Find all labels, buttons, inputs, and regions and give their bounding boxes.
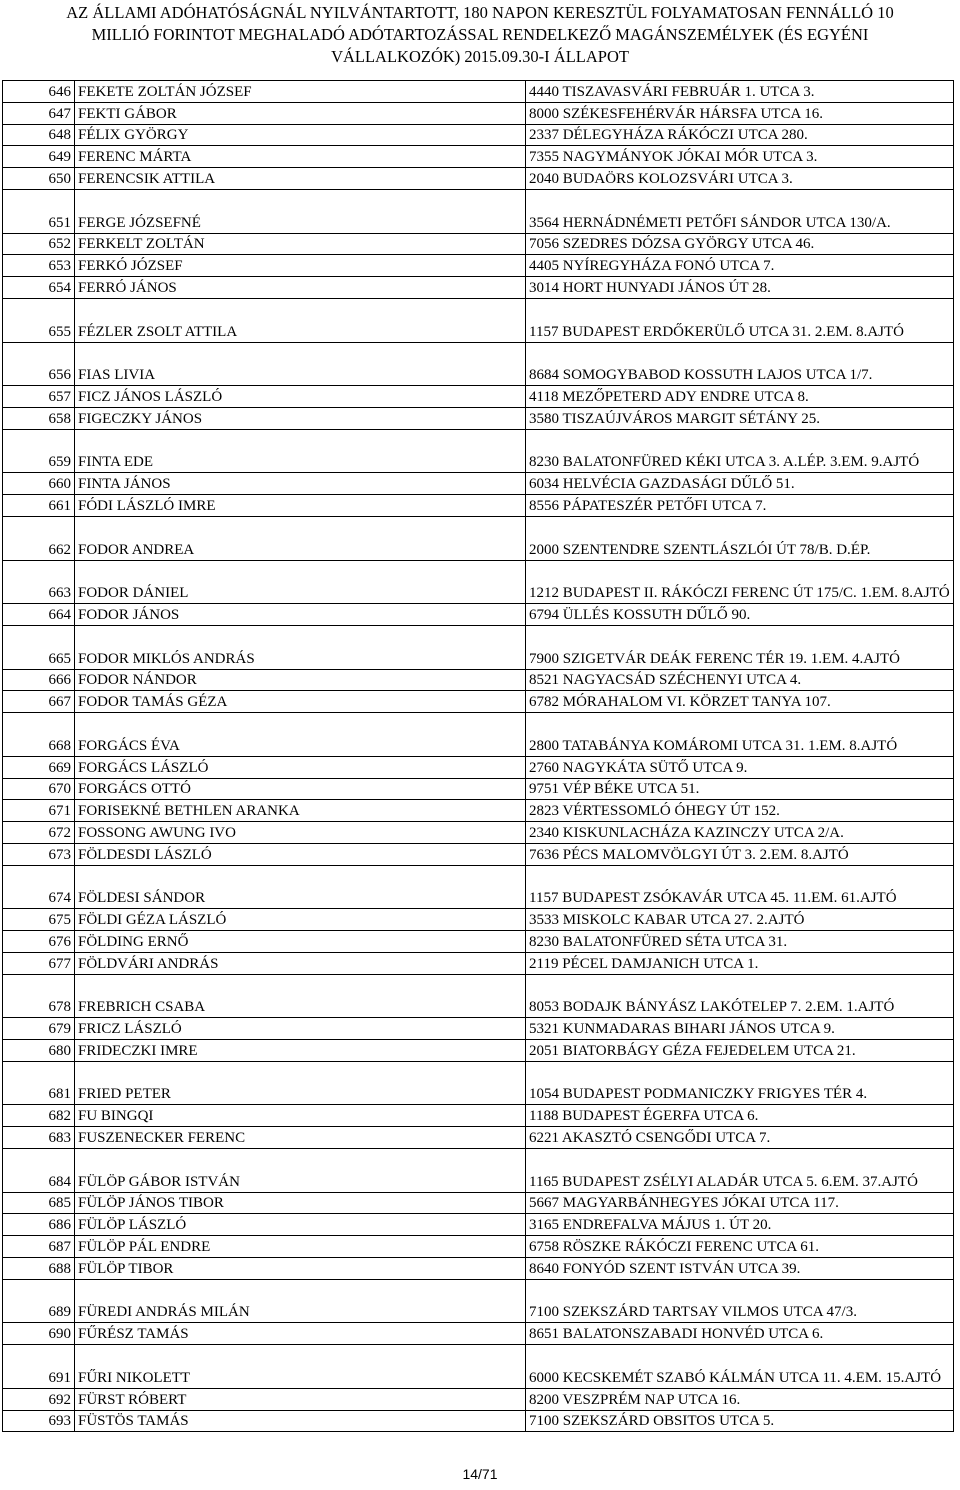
person-address: 6758 RÖSZKE RÁKÓCZI FERENC UTCA 61. — [526, 1236, 954, 1258]
person-name: FERRÓ JÁNOS — [75, 277, 526, 299]
header-line-2: MILLIÓ FORINTOT MEGHALADÓ ADÓTARTOZÁSSAL RENDELKEZŐ MAGÁNSZEMÉLYEK (ÉS EGYÉNI — [91, 25, 869, 44]
person-name: FÜLÖP TIBOR — [75, 1258, 526, 1280]
row-number: 686 — [3, 1214, 75, 1236]
person-address: 7100 SZEKSZÁRD OBSITOS UTCA 5. — [526, 1410, 954, 1432]
person-name: FORGÁCS LÁSZLÓ — [75, 756, 526, 778]
person-address: 1157 BUDAPEST ERDŐKERÜLŐ UTCA 31. 2.EM. 8.AJTÓ — [526, 298, 954, 342]
header-line-3: VÁLLALKOZÓK) 2015.09.30-I ÁLLAPOT — [331, 47, 629, 66]
page-number: 14/71 — [462, 1466, 498, 1482]
person-name: FORGÁCS ÉVA — [75, 713, 526, 757]
person-address: 8521 NAGYACSÁD SZÉCHENYI UTCA 4. — [526, 669, 954, 691]
row-number: 678 — [3, 974, 75, 1018]
table-row — [3, 1192, 954, 1214]
table-row — [3, 756, 954, 778]
row-number: 671 — [3, 800, 75, 822]
person-name: FICZ JÁNOS LÁSZLÓ — [75, 386, 526, 408]
person-address: 8200 VESZPRÉM NAP UTCA 16. — [526, 1388, 954, 1410]
person-name: FÖLDESI SÁNDOR — [75, 865, 526, 909]
row-number: 662 — [3, 516, 75, 560]
table-row — [3, 255, 954, 277]
row-number: 646 — [3, 81, 75, 103]
person-name: FEKETE ZOLTÁN JÓZSEF — [75, 81, 526, 103]
person-name: FODOR DÁNIEL — [75, 560, 526, 604]
person-name: FODOR TAMÁS GÉZA — [75, 691, 526, 713]
person-name: FRICZ LÁSZLÓ — [75, 1018, 526, 1040]
row-number: 649 — [3, 146, 75, 168]
person-name: FERENCSIK ATTILA — [75, 168, 526, 190]
table-row — [3, 713, 954, 757]
row-number: 665 — [3, 625, 75, 669]
person-name: FÜREDI ANDRÁS MILÁN — [75, 1279, 526, 1323]
person-address: 1212 BUDAPEST II. RÁKÓCZI FERENC ÚT 175/C. 1.EM. 8.AJTÓ — [526, 560, 954, 604]
table-row — [3, 1388, 954, 1410]
person-address: 7355 NAGYMÁNYOK JÓKAI MÓR UTCA 3. — [526, 146, 954, 168]
person-address: 2760 NAGYKÁTA SÜTŐ UTCA 9. — [526, 756, 954, 778]
person-address: 8556 PÁPATESZÉR PETŐFI UTCA 7. — [526, 495, 954, 517]
row-number: 654 — [3, 277, 75, 299]
table-row — [3, 1040, 954, 1062]
person-name: FÉZLER ZSOLT ATTILA — [75, 298, 526, 342]
person-address: 2119 PÉCEL DAMJANICH UTCA 1. — [526, 952, 954, 974]
table-row — [3, 931, 954, 953]
row-number: 670 — [3, 778, 75, 800]
person-address: 7100 SZEKSZÁRD TARTSAY VILMOS UTCA 47/3. — [526, 1279, 954, 1323]
person-address: 2337 DÉLEGYHÁZA RÁKÓCZI UTCA 280. — [526, 124, 954, 146]
person-name: FŰRI NIKOLETT — [75, 1345, 526, 1389]
person-name: FÜLÖP JÁNOS TIBOR — [75, 1192, 526, 1214]
person-address: 6000 KECSKEMÉT SZABÓ KÁLMÁN UTCA 11. 4.EM. 15.AJTÓ — [526, 1345, 954, 1389]
person-name: FÜLÖP LÁSZLÓ — [75, 1214, 526, 1236]
table-row — [3, 298, 954, 342]
person-address: 8053 BODAJK BÁNYÁSZ LAKÓTELEP 7. 2.EM. 1.AJTÓ — [526, 974, 954, 1018]
person-name: FODOR MIKLÓS ANDRÁS — [75, 625, 526, 669]
row-number: 681 — [3, 1061, 75, 1105]
row-number: 666 — [3, 669, 75, 691]
person-name: FERKELT ZOLTÁN — [75, 233, 526, 255]
table-row — [3, 124, 954, 146]
person-address: 8640 FONYÓD SZENT ISTVÁN UTCA 39. — [526, 1258, 954, 1280]
person-name: FEKTI GÁBOR — [75, 102, 526, 124]
row-number: 690 — [3, 1323, 75, 1345]
row-number: 660 — [3, 473, 75, 495]
table-row — [3, 429, 954, 473]
person-name: FRIED PETER — [75, 1061, 526, 1105]
row-number: 685 — [3, 1192, 75, 1214]
row-number: 657 — [3, 386, 75, 408]
row-number: 663 — [3, 560, 75, 604]
person-name: FODOR ANDREA — [75, 516, 526, 560]
row-number: 659 — [3, 429, 75, 473]
table-row — [3, 277, 954, 299]
person-address: 2800 TATABÁNYA KOMÁROMI UTCA 31. 1.EM. 8.AJTÓ — [526, 713, 954, 757]
person-address: 8230 BALATONFÜRED SÉTA UTCA 31. — [526, 931, 954, 953]
row-number: 672 — [3, 822, 75, 844]
table-row — [3, 669, 954, 691]
row-number: 647 — [3, 102, 75, 124]
row-number: 680 — [3, 1040, 75, 1062]
person-address: 4118 MEZŐPETERD ADY ENDRE UTCA 8. — [526, 386, 954, 408]
row-number: 669 — [3, 756, 75, 778]
table-row — [3, 800, 954, 822]
person-name: FÓDI LÁSZLÓ IMRE — [75, 495, 526, 517]
row-number: 692 — [3, 1388, 75, 1410]
table-row — [3, 189, 954, 233]
person-address: 4405 NYÍREGYHÁZA FONÓ UTCA 7. — [526, 255, 954, 277]
table-row — [3, 1149, 954, 1193]
row-number: 658 — [3, 407, 75, 429]
person-address: 5321 KUNMADARAS BIHARI JÁNOS UTCA 9. — [526, 1018, 954, 1040]
document-header — [0, 0, 960, 68]
person-address: 6794 ÜLLÉS KOSSUTH DŰLŐ 90. — [526, 604, 954, 626]
row-number: 684 — [3, 1149, 75, 1193]
table-row — [3, 233, 954, 255]
table-row — [3, 865, 954, 909]
table-row — [3, 1018, 954, 1040]
person-name: FERKÓ JÓZSEF — [75, 255, 526, 277]
table-row — [3, 1214, 954, 1236]
person-address: 2823 VÉRTESSOMLÓ ÓHEGY ÚT 152. — [526, 800, 954, 822]
row-number: 661 — [3, 495, 75, 517]
person-name: FŰRÉSZ TAMÁS — [75, 1323, 526, 1345]
row-number: 674 — [3, 865, 75, 909]
row-number: 668 — [3, 713, 75, 757]
row-number: 651 — [3, 189, 75, 233]
table-row — [3, 1236, 954, 1258]
table-row — [3, 407, 954, 429]
person-address: 2040 BUDAÖRS KOLOZSVÁRI UTCA 3. — [526, 168, 954, 190]
person-name: FORGÁCS OTTÓ — [75, 778, 526, 800]
person-address: 8684 SOMOGYBABOD KOSSUTH LAJOS UTCA 1/7. — [526, 342, 954, 386]
person-address: 2000 SZENTENDRE SZENTLÁSZLÓI ÚT 78/B. D.ÉP. — [526, 516, 954, 560]
row-number: 664 — [3, 604, 75, 626]
row-number: 693 — [3, 1410, 75, 1432]
person-address: 3533 MISKOLC KABAR UTCA 27. 2.AJTÓ — [526, 909, 954, 931]
table-row — [3, 909, 954, 931]
person-name: FORISEKNÉ BETHLEN ARANKA — [75, 800, 526, 822]
person-address: 3165 ENDREFALVA MÁJUS 1. ÚT 20. — [526, 1214, 954, 1236]
row-number: 687 — [3, 1236, 75, 1258]
row-number: 656 — [3, 342, 75, 386]
person-name: FÜRST RÓBERT — [75, 1388, 526, 1410]
row-number: 650 — [3, 168, 75, 190]
person-name: FREBRICH CSABA — [75, 974, 526, 1018]
table-row — [3, 386, 954, 408]
table-row — [3, 604, 954, 626]
row-number: 679 — [3, 1018, 75, 1040]
person-address: 5667 MAGYARBÁNHEGYES JÓKAI UTCA 117. — [526, 1192, 954, 1214]
person-address: 8651 BALATONSZABADI HONVÉD UTCA 6. — [526, 1323, 954, 1345]
row-number: 682 — [3, 1105, 75, 1127]
row-number: 677 — [3, 952, 75, 974]
table-row — [3, 1127, 954, 1149]
row-number: 667 — [3, 691, 75, 713]
person-name: FRIDECZKI IMRE — [75, 1040, 526, 1062]
person-address: 2340 KISKUNLACHÁZA KAZINCZY UTCA 2/A. — [526, 822, 954, 844]
person-address: 7056 SZEDRES DÓZSA GYÖRGY UTCA 46. — [526, 233, 954, 255]
person-name: FÖLDING ERNŐ — [75, 931, 526, 953]
table-row — [3, 952, 954, 974]
row-number: 655 — [3, 298, 75, 342]
table-row — [3, 495, 954, 517]
table-row — [3, 1105, 954, 1127]
person-name: FERGE JÓZSEFNÉ — [75, 189, 526, 233]
person-name: FIAS LIVIA — [75, 342, 526, 386]
debtor-table — [2, 80, 954, 1432]
row-number: 675 — [3, 909, 75, 931]
person-address: 8000 SZÉKESFEHÉRVÁR HÁRSFA UTCA 16. — [526, 102, 954, 124]
table-row — [3, 974, 954, 1018]
person-name: FINTA JÁNOS — [75, 473, 526, 495]
row-number: 648 — [3, 124, 75, 146]
table-row — [3, 1279, 954, 1323]
table-row — [3, 342, 954, 386]
person-address: 6221 AKASZTÓ CSENGŐDI UTCA 7. — [526, 1127, 954, 1149]
table-row — [3, 146, 954, 168]
row-number: 683 — [3, 1127, 75, 1149]
header-line-1: AZ ÁLLAMI ADÓHATÓSÁGNÁL NYILVÁNTARTOTT, 180 NAPON KERESZTÜL FOLYAMATOSAN FENNÁLLÓ 10 — [66, 3, 894, 22]
person-address: 4440 TISZAVASVÁRI FEBRUÁR 1. UTCA 3. — [526, 81, 954, 103]
person-name: FOSSONG AWUNG IVO — [75, 822, 526, 844]
table-row — [3, 473, 954, 495]
person-address: 6782 MÓRAHALOM VI. KÖRZET TANYA 107. — [526, 691, 954, 713]
table-row — [3, 843, 954, 865]
person-name: FUSZENECKER FERENC — [75, 1127, 526, 1149]
person-name: FÖLDVÁRI ANDRÁS — [75, 952, 526, 974]
person-address: 3580 TISZAÚJVÁROS MARGIT SÉTÁNY 25. — [526, 407, 954, 429]
person-name: FÜLÖP PÁL ENDRE — [75, 1236, 526, 1258]
person-name: FÉLIX GYÖRGY — [75, 124, 526, 146]
person-address: 1165 BUDAPEST ZSÉLYI ALADÁR UTCA 5. 6.EM. 37.AJTÓ — [526, 1149, 954, 1193]
table-row — [3, 778, 954, 800]
person-address: 8230 BALATONFÜRED KÉKI UTCA 3. A.LÉP. 3.EM. 9.AJTÓ — [526, 429, 954, 473]
person-name: FÖLDI GÉZA LÁSZLÓ — [75, 909, 526, 931]
person-address: 1157 BUDAPEST ZSÓKAVÁR UTCA 45. 11.EM. 61.AJTÓ — [526, 865, 954, 909]
row-number: 691 — [3, 1345, 75, 1389]
person-address: 7636 PÉCS MALOMVÖLGYI ÚT 3. 2.EM. 8.AJTÓ — [526, 843, 954, 865]
table-row — [3, 168, 954, 190]
person-address: 3564 HERNÁDNÉMETI PETŐFI SÁNDOR UTCA 130/A. — [526, 189, 954, 233]
person-address: 1188 BUDAPEST ÉGERFA UTCA 6. — [526, 1105, 954, 1127]
person-name: FU BINGQI — [75, 1105, 526, 1127]
row-number: 653 — [3, 255, 75, 277]
table-row — [3, 1323, 954, 1345]
table-row — [3, 822, 954, 844]
table-row — [3, 691, 954, 713]
row-number: 676 — [3, 931, 75, 953]
person-name: FIGECZKY JÁNOS — [75, 407, 526, 429]
person-address: 9751 VÉP BÉKE UTCA 51. — [526, 778, 954, 800]
row-number: 673 — [3, 843, 75, 865]
row-number: 689 — [3, 1279, 75, 1323]
person-name: FODOR JÁNOS — [75, 604, 526, 626]
row-number: 688 — [3, 1258, 75, 1280]
person-name: FÜLÖP GÁBOR ISTVÁN — [75, 1149, 526, 1193]
person-address: 3014 HORT HUNYADI JÁNOS ÚT 28. — [526, 277, 954, 299]
table-row — [3, 516, 954, 560]
person-name: FÜSTÖS TAMÁS — [75, 1410, 526, 1432]
table-row — [3, 560, 954, 604]
table-row — [3, 1061, 954, 1105]
table-row — [3, 81, 954, 103]
person-name: FÖLDESDI LÁSZLÓ — [75, 843, 526, 865]
table-row — [3, 1345, 954, 1389]
person-address: 2051 BIATORBÁGY GÉZA FEJEDELEM UTCA 21. — [526, 1040, 954, 1062]
person-address: 7900 SZIGETVÁR DEÁK FERENC TÉR 19. 1.EM. 4.AJTÓ — [526, 625, 954, 669]
table-row — [3, 1258, 954, 1280]
table-row — [3, 625, 954, 669]
person-name: FINTA EDE — [75, 429, 526, 473]
row-number: 652 — [3, 233, 75, 255]
person-address: 6034 HELVÉCIA GAZDASÁGI DŰLŐ 51. — [526, 473, 954, 495]
person-name: FODOR NÁNDOR — [75, 669, 526, 691]
table-row — [3, 1410, 954, 1432]
table-row — [3, 102, 954, 124]
person-address: 1054 BUDAPEST PODMANICZKY FRIGYES TÉR 4. — [526, 1061, 954, 1105]
person-name: FERENC MÁRTA — [75, 146, 526, 168]
